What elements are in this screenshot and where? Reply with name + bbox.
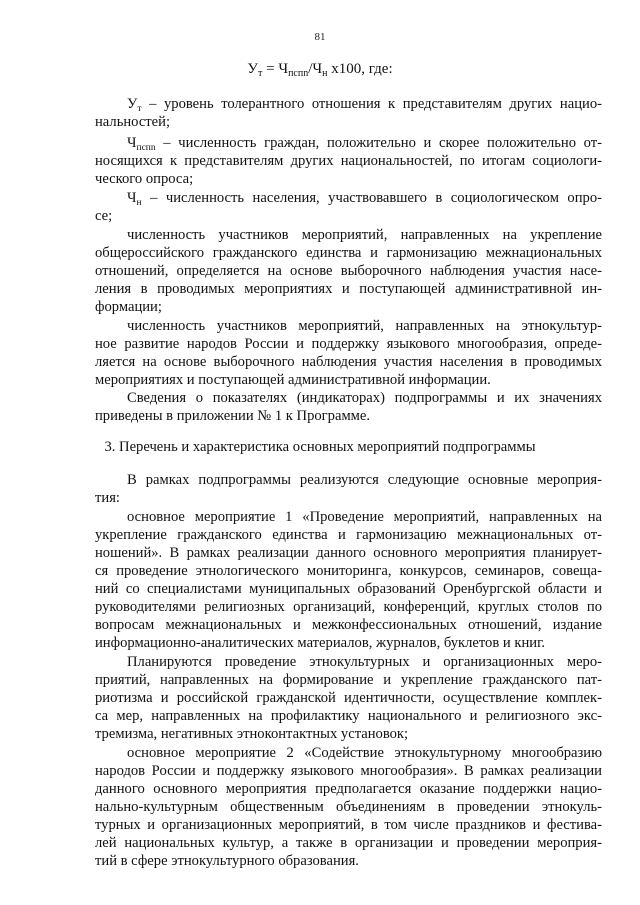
- tolerance-formula: [0, 61, 640, 79]
- def-ut-line-2: нальностей;: [95, 114, 171, 130]
- def-chn-sub: н: [136, 198, 142, 208]
- para-planned-line: риотизма и российской гражданской идентичности, осуществление комплек-: [95, 690, 602, 706]
- def-ch-sub: пспn: [136, 143, 156, 153]
- para-participants-line: ления в проводимых мероприятиях и поступающей административной ин-: [95, 281, 602, 297]
- para-planned-line: приятий, направленных на формирование и укрепление гражданского пат-: [95, 672, 602, 688]
- para-indicators-line: приведены в приложении № 1 к Программе.: [95, 408, 371, 424]
- def-chn-var: Ч: [127, 190, 137, 206]
- para-measure2-line: тий в сфере этнокультурного образования.: [95, 853, 359, 869]
- para-measure2-line: турных и организационных мероприятий, в том числе праздников и фестива-: [95, 817, 602, 833]
- para-planned-line: тремизма, негативных этноконтактных установок;: [95, 726, 409, 742]
- para-measure1-line: ношений». В рамках реализации данного основного мероприятия планирует-: [95, 545, 602, 561]
- para-measure1-line: вопросам межнациональных и межконфессиональных отношений, издание: [95, 617, 602, 633]
- def-ut-var: У: [127, 96, 138, 112]
- def-ut-text: – уровень толерантного отношения к представителям других нацио-: [141, 96, 602, 112]
- def-ut-sub: т: [137, 104, 142, 114]
- def-chn-line-1: [127, 189, 602, 212]
- para-planned-line: Планируются проведение этнокультурных и организационных меро-: [127, 654, 602, 670]
- formula-slash: /Ч: [308, 61, 323, 77]
- para-measure2-line: данного основного мероприятия предполагается оказание поддержки нацио-: [95, 781, 602, 797]
- formula-ch-sub: пспn: [288, 68, 309, 79]
- para-measure1-line: ний со специалистами муниципальных образований Оренбургской области и: [95, 581, 602, 597]
- def-ch-line-3: ческого опроса;: [95, 171, 194, 187]
- para-participants-line: численность участников мероприятий, направленных на укрепление: [127, 227, 602, 243]
- para-intro-line: В рамках подпрограммы реализуются следующие основные мероприя-: [127, 472, 602, 488]
- para-measure1-line: ся проведение этнологического мониторинга, конкурсов, семинаров, совеща-: [95, 563, 602, 579]
- para-ethno-line: ное развитие народов России и поддержку языкового многообразия, опреде-: [95, 336, 602, 352]
- section-heading: 3. Перечень и характеристика основных мероприятий подпрограммы: [104, 439, 536, 455]
- formula-u: У: [247, 61, 258, 77]
- para-measure2-line: лей национальных культур, а также в организации и проведении мероприя-: [95, 835, 602, 851]
- para-measure2-line: нально-культурным общественным объединениям в проведении этнокуль-: [95, 799, 602, 815]
- para-participants-line: общероссийского гражданского единства и гармонизацию межнациональных: [95, 245, 602, 261]
- def-ch-var: Ч: [127, 135, 137, 151]
- para-ethno-line: ляется на основе выборочного наблюдения участия населения в проводимых: [95, 354, 602, 370]
- para-intro-line: тия:: [95, 490, 120, 506]
- para-measure1-line: основное мероприятие 1 «Проведение мероприятий, направленных на: [127, 509, 602, 525]
- para-participants-line: отношений, определяется на основе выборочного наблюдения участия насе-: [95, 263, 602, 279]
- def-chn-text: – численность населения, участвовавшего в социологическом опро-: [141, 190, 602, 206]
- para-measure1-line: руководителями религиозных организаций, конференций, круглых столов по: [95, 599, 602, 615]
- def-ch-line-2: носящихся к представителям других национальностей, по итогам социологи-: [95, 153, 602, 169]
- para-measure2-line: основное мероприятие 2 «Содействие этнокультурному многообразию: [127, 745, 602, 761]
- def-chn-line-2: се;: [95, 208, 113, 224]
- para-measure1-line: укрепление гражданского единства и гармонизацию межнациональных от-: [95, 527, 602, 543]
- def-ut-line-1: [127, 95, 602, 118]
- formula-u-sub: т: [257, 68, 263, 79]
- formula-n-sub: н: [322, 68, 328, 79]
- para-ethno-line: численность участников мероприятий, направленных на этнокультур-: [127, 318, 602, 334]
- para-planned-line: са мер, направленных на профилактику национального и религиозного экс-: [95, 708, 602, 724]
- formula-rest: х100, где:: [327, 61, 393, 77]
- page-number: 81: [314, 31, 326, 43]
- para-participants-line: формации;: [95, 299, 162, 315]
- para-indicators-line: Сведения о показателях (индикаторах) подпрограммы и их значениях: [127, 390, 602, 406]
- para-measure1-line: информационно-аналитических материалов, журналов, буклетов и книг.: [95, 635, 546, 651]
- para-measure2-line: народов России и поддержку языкового многообразия». В рамках реализации: [95, 763, 602, 779]
- def-ch-text: – численность граждан, положительно и скорее положительно от-: [155, 135, 602, 151]
- formula-eq: = Ч: [262, 61, 289, 77]
- para-ethno-line: мероприятиях и поступающей административной информации.: [95, 372, 491, 388]
